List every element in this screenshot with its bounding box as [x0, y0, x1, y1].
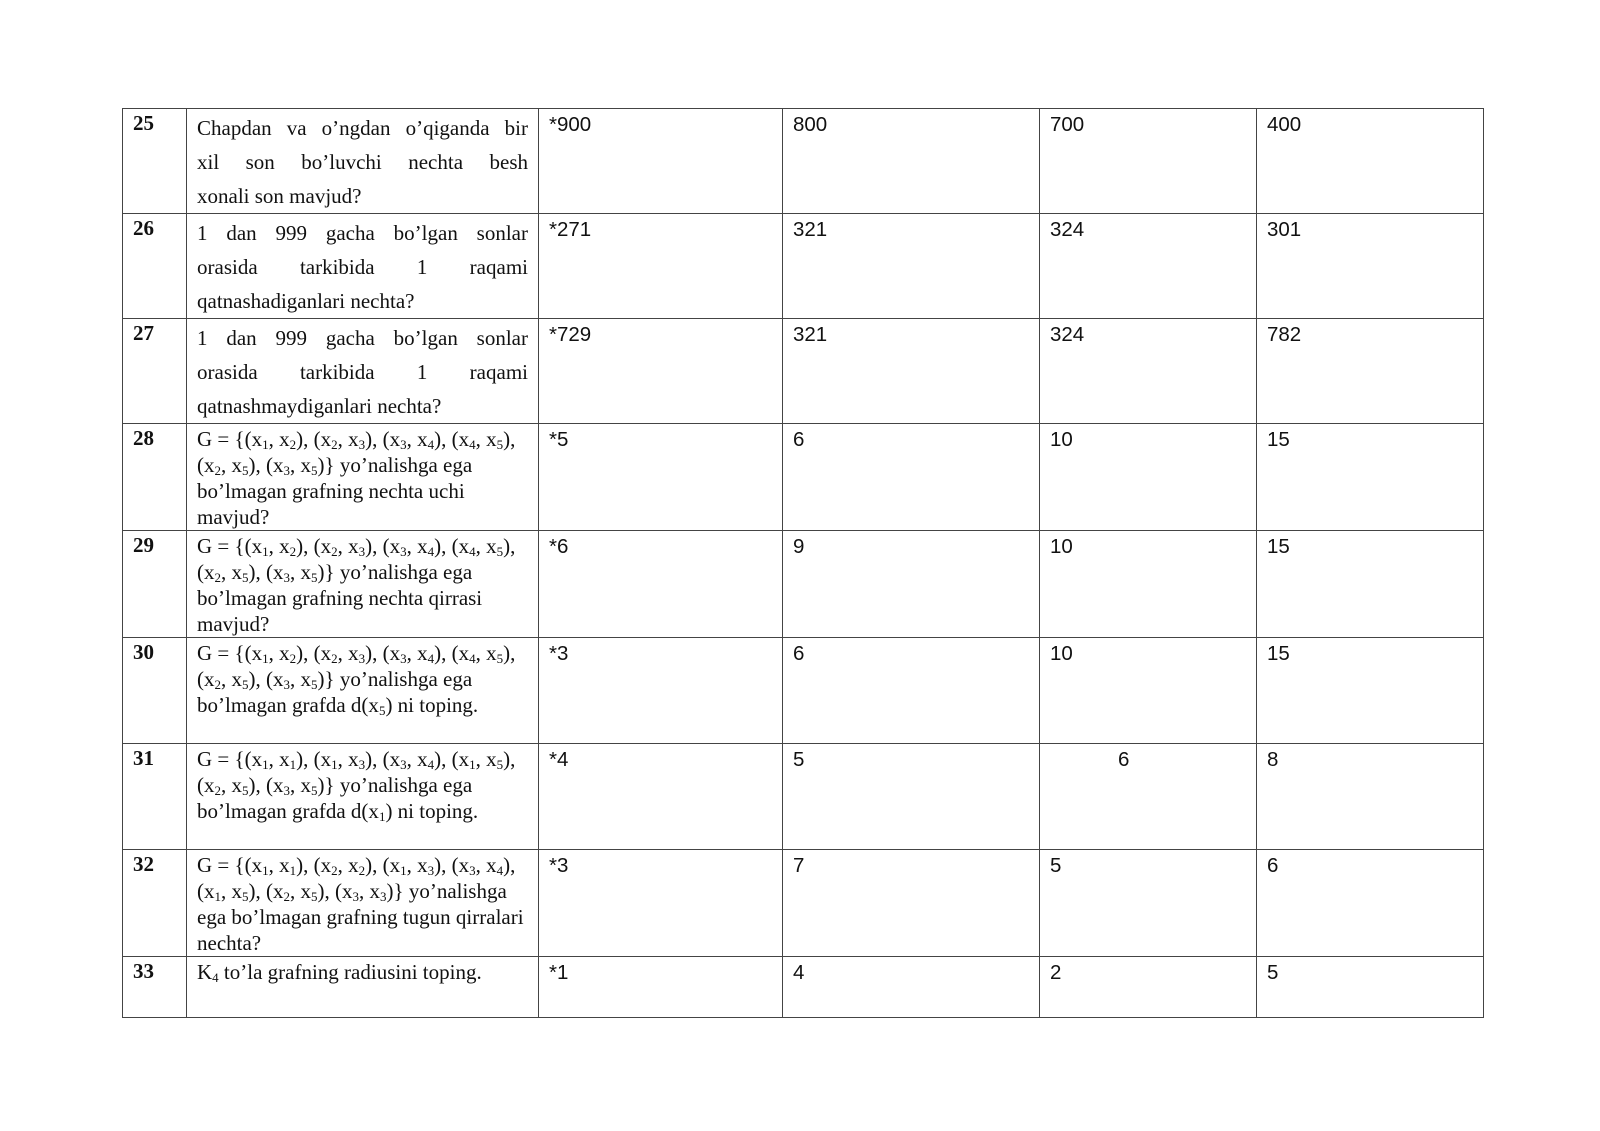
answer-option: 10: [1040, 531, 1257, 638]
question-number: 33: [123, 957, 187, 1018]
answer-option: 700: [1040, 109, 1257, 214]
question-number: 25: [123, 109, 187, 214]
answer-correct: *6: [539, 531, 783, 638]
answer-option: 782: [1257, 319, 1484, 424]
question-text: Chapdan va o’ngdan o’qiganda bir xil son bo’luvchi nechta besh xonali son mavjud?: [187, 109, 539, 214]
table-row: [123, 109, 1484, 214]
table-row: [123, 424, 1484, 531]
answer-correct: *1: [539, 957, 783, 1018]
question-number: 32: [123, 850, 187, 957]
answer-option: 15: [1257, 531, 1484, 638]
answer-option: 324: [1040, 214, 1257, 319]
answer-option: 6: [783, 424, 1040, 531]
question-number: 31: [123, 744, 187, 850]
answer-option: 10: [1040, 424, 1257, 531]
question-text: $G = \{(x_1$, $x_2$), ($x_2$, $x_3$), ($x_3$, $x_4$), ($x_4$, $x_5$), ($x_2$, $x_5$), ($x_3$, $x_5$)} yo’nalishga ega bo’lmagan grafda $d(x_5)$ ni toping.: [187, 638, 539, 744]
answer-option: 7: [783, 850, 1040, 957]
question-text: $G = \{(x_1$, $x_2$), ($x_2$, $x_3$), ($x_3$, $x_4$), ($x_4$, $x_5$), ($x_2$, $x_5$), ($x_3$, $x_5$)} yo’nalishga ega bo’lmagan grafning nechta uchi mavjud?: [187, 424, 539, 531]
answer-option: 301: [1257, 214, 1484, 319]
answer-correct: *5: [539, 424, 783, 531]
question-text: $K_4$ to’la grafning radiusini toping.: [187, 957, 539, 1018]
answer-correct: *3: [539, 638, 783, 744]
answer-option: 800: [783, 109, 1040, 214]
answer-correct: *4: [539, 744, 783, 850]
table-row: [123, 638, 1484, 744]
answer-option: 8: [1257, 744, 1484, 850]
answer-option: 6: [783, 638, 1040, 744]
question-number: 26: [123, 214, 187, 319]
answer-correct: *3: [539, 850, 783, 957]
answer-option: 5: [783, 744, 1040, 850]
questions-table: [122, 108, 1484, 1018]
question-text: $G = \{(x_1$, $x_1$), ($x_1$, $x_3$), ($x_3$, $x_4$), ($x_1$, $x_5$), ($x_2$, $x_5$), ($x_3$, $x_5$)} yo’nalishga ega bo’lmagan grafda $d(x_1)$ ni toping.: [187, 744, 539, 850]
answer-option: 9: [783, 531, 1040, 638]
table-row: [123, 214, 1484, 319]
answer-correct: *900: [539, 109, 783, 214]
answer-option: 5: [1040, 850, 1257, 957]
question-number: 28: [123, 424, 187, 531]
table-row: [123, 744, 1484, 850]
question-number: 27: [123, 319, 187, 424]
answer-correct: *271: [539, 214, 783, 319]
table-row: [123, 319, 1484, 424]
answer-option: 321: [783, 214, 1040, 319]
answer-option: 324: [1040, 319, 1257, 424]
answer-option: 6: [1257, 850, 1484, 957]
answer-option: 4: [783, 957, 1040, 1018]
answer-option: 321: [783, 319, 1040, 424]
question-number: 30: [123, 638, 187, 744]
answer-option: 6: [1040, 744, 1257, 850]
answer-option: 10: [1040, 638, 1257, 744]
table-row: [123, 957, 1484, 1018]
question-text: 1 dan 999 gacha bo’lgan sonlar orasida tarkibida 1 raqami qatnashadiganlari nechta?: [187, 214, 539, 319]
question-text: $G = \{(x_1$, $x_1$), ($x_2$, $x_2$), ($x_1$, $x_3$), ($x_3$, $x_4$), ($x_1$, $x_5$), ($x_2$, $x_5$), ($x_3$, $x_3$)} yo’nalishga ega bo’lmagan grafning tugun qirralari nechta?: [187, 850, 539, 957]
answer-option: 15: [1257, 638, 1484, 744]
answer-option: 2: [1040, 957, 1257, 1018]
table-row: [123, 850, 1484, 957]
table-row: [123, 531, 1484, 638]
answer-correct: *729: [539, 319, 783, 424]
answer-option: 15: [1257, 424, 1484, 531]
answer-option: 400: [1257, 109, 1484, 214]
question-text: 1 dan 999 gacha bo’lgan sonlar orasida tarkibida 1 raqami qatnashmaydiganlari nechta?: [187, 319, 539, 424]
question-text: $G = \{(x_1$, $x_2$), ($x_2$, $x_3$), ($x_3$, $x_4$), ($x_4$, $x_5$), ($x_2$, $x_5$), ($x_3$, $x_5$)} yo’nalishga ega bo’lmagan grafning nechta qirrasi mavjud?: [187, 531, 539, 638]
question-number: 29: [123, 531, 187, 638]
answer-option: 5: [1257, 957, 1484, 1018]
